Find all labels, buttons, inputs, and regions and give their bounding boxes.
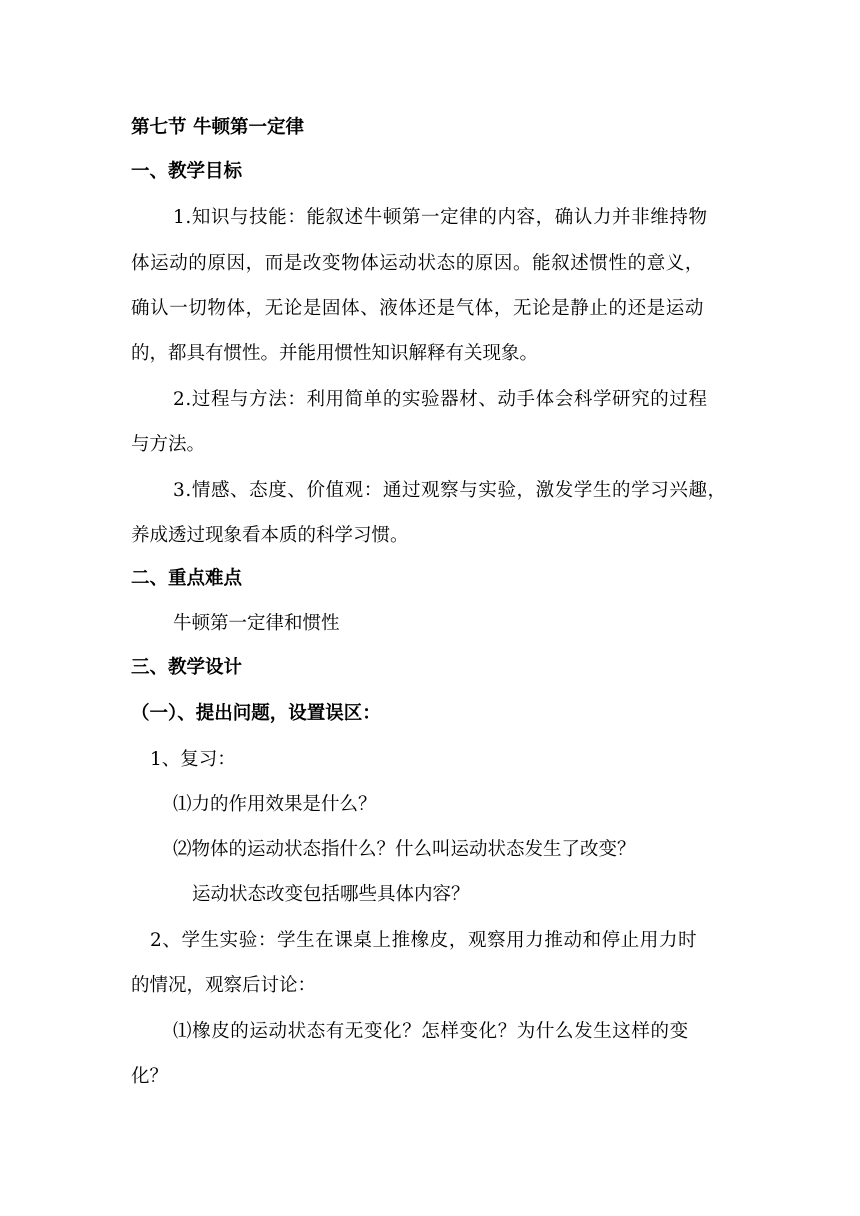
list-item-review: 1、复习： xyxy=(150,749,236,770)
section-heading-teaching-design: 三、教学设计 xyxy=(131,657,243,678)
question-line: 化？ xyxy=(131,1066,169,1087)
question-line: ⑴橡皮的运动状态有无变化？怎样变化？为什么发生这样的变 xyxy=(173,1021,689,1042)
section-heading-key-points: 二、重点难点 xyxy=(131,568,243,589)
paragraph-line: 与方法。 xyxy=(131,434,206,455)
document-title: 第七节 牛顿第一定律 xyxy=(131,117,304,138)
key-points-content: 牛顿第一定律和惯性 xyxy=(173,613,340,634)
question-line: ⑴力的作用效果是什么？ xyxy=(173,794,377,815)
subsection-heading: （一）、提出问题，设置误区： xyxy=(131,703,381,724)
paragraph-line: 3.情感、态度、价值观：通过观察与实验，激发学生的学习兴趣， xyxy=(173,480,727,501)
question-line: ⑵物体的运动状态指什么？什么叫运动状态发生了改变？ xyxy=(173,839,636,860)
paragraph-line: 体运动的原因，而是改变物体运动状态的原因。能叙述惯性的意义， xyxy=(131,253,705,274)
paragraph-line: 1.知识与技能：能叙述牛顿第一定律的内容，确认力并非维持物 xyxy=(173,207,708,228)
paragraph-line: 2.过程与方法：利用简单的实验器材、动手体会科学研究的过程 xyxy=(173,389,708,410)
section-heading-objectives: 一、教学目标 xyxy=(131,161,243,182)
paragraph-line: 的，都具有惯性。并能用惯性知识解释有关现象。 xyxy=(131,343,539,364)
question-line: 运动状态改变包括哪些具体内容？ xyxy=(192,884,470,905)
paragraph-line: 养成透过现象看本质的科学习惯。 xyxy=(131,525,409,546)
list-item-experiment: 2、学生实验：学生在课桌上推橡皮，观察用力推动和停止用力时 xyxy=(150,930,698,951)
paragraph-line: 确认一切物体，无论是固体、液体还是气体，无论是静止的还是运动 xyxy=(131,298,705,319)
paragraph-line: 的情况，观察后讨论： xyxy=(131,975,317,996)
